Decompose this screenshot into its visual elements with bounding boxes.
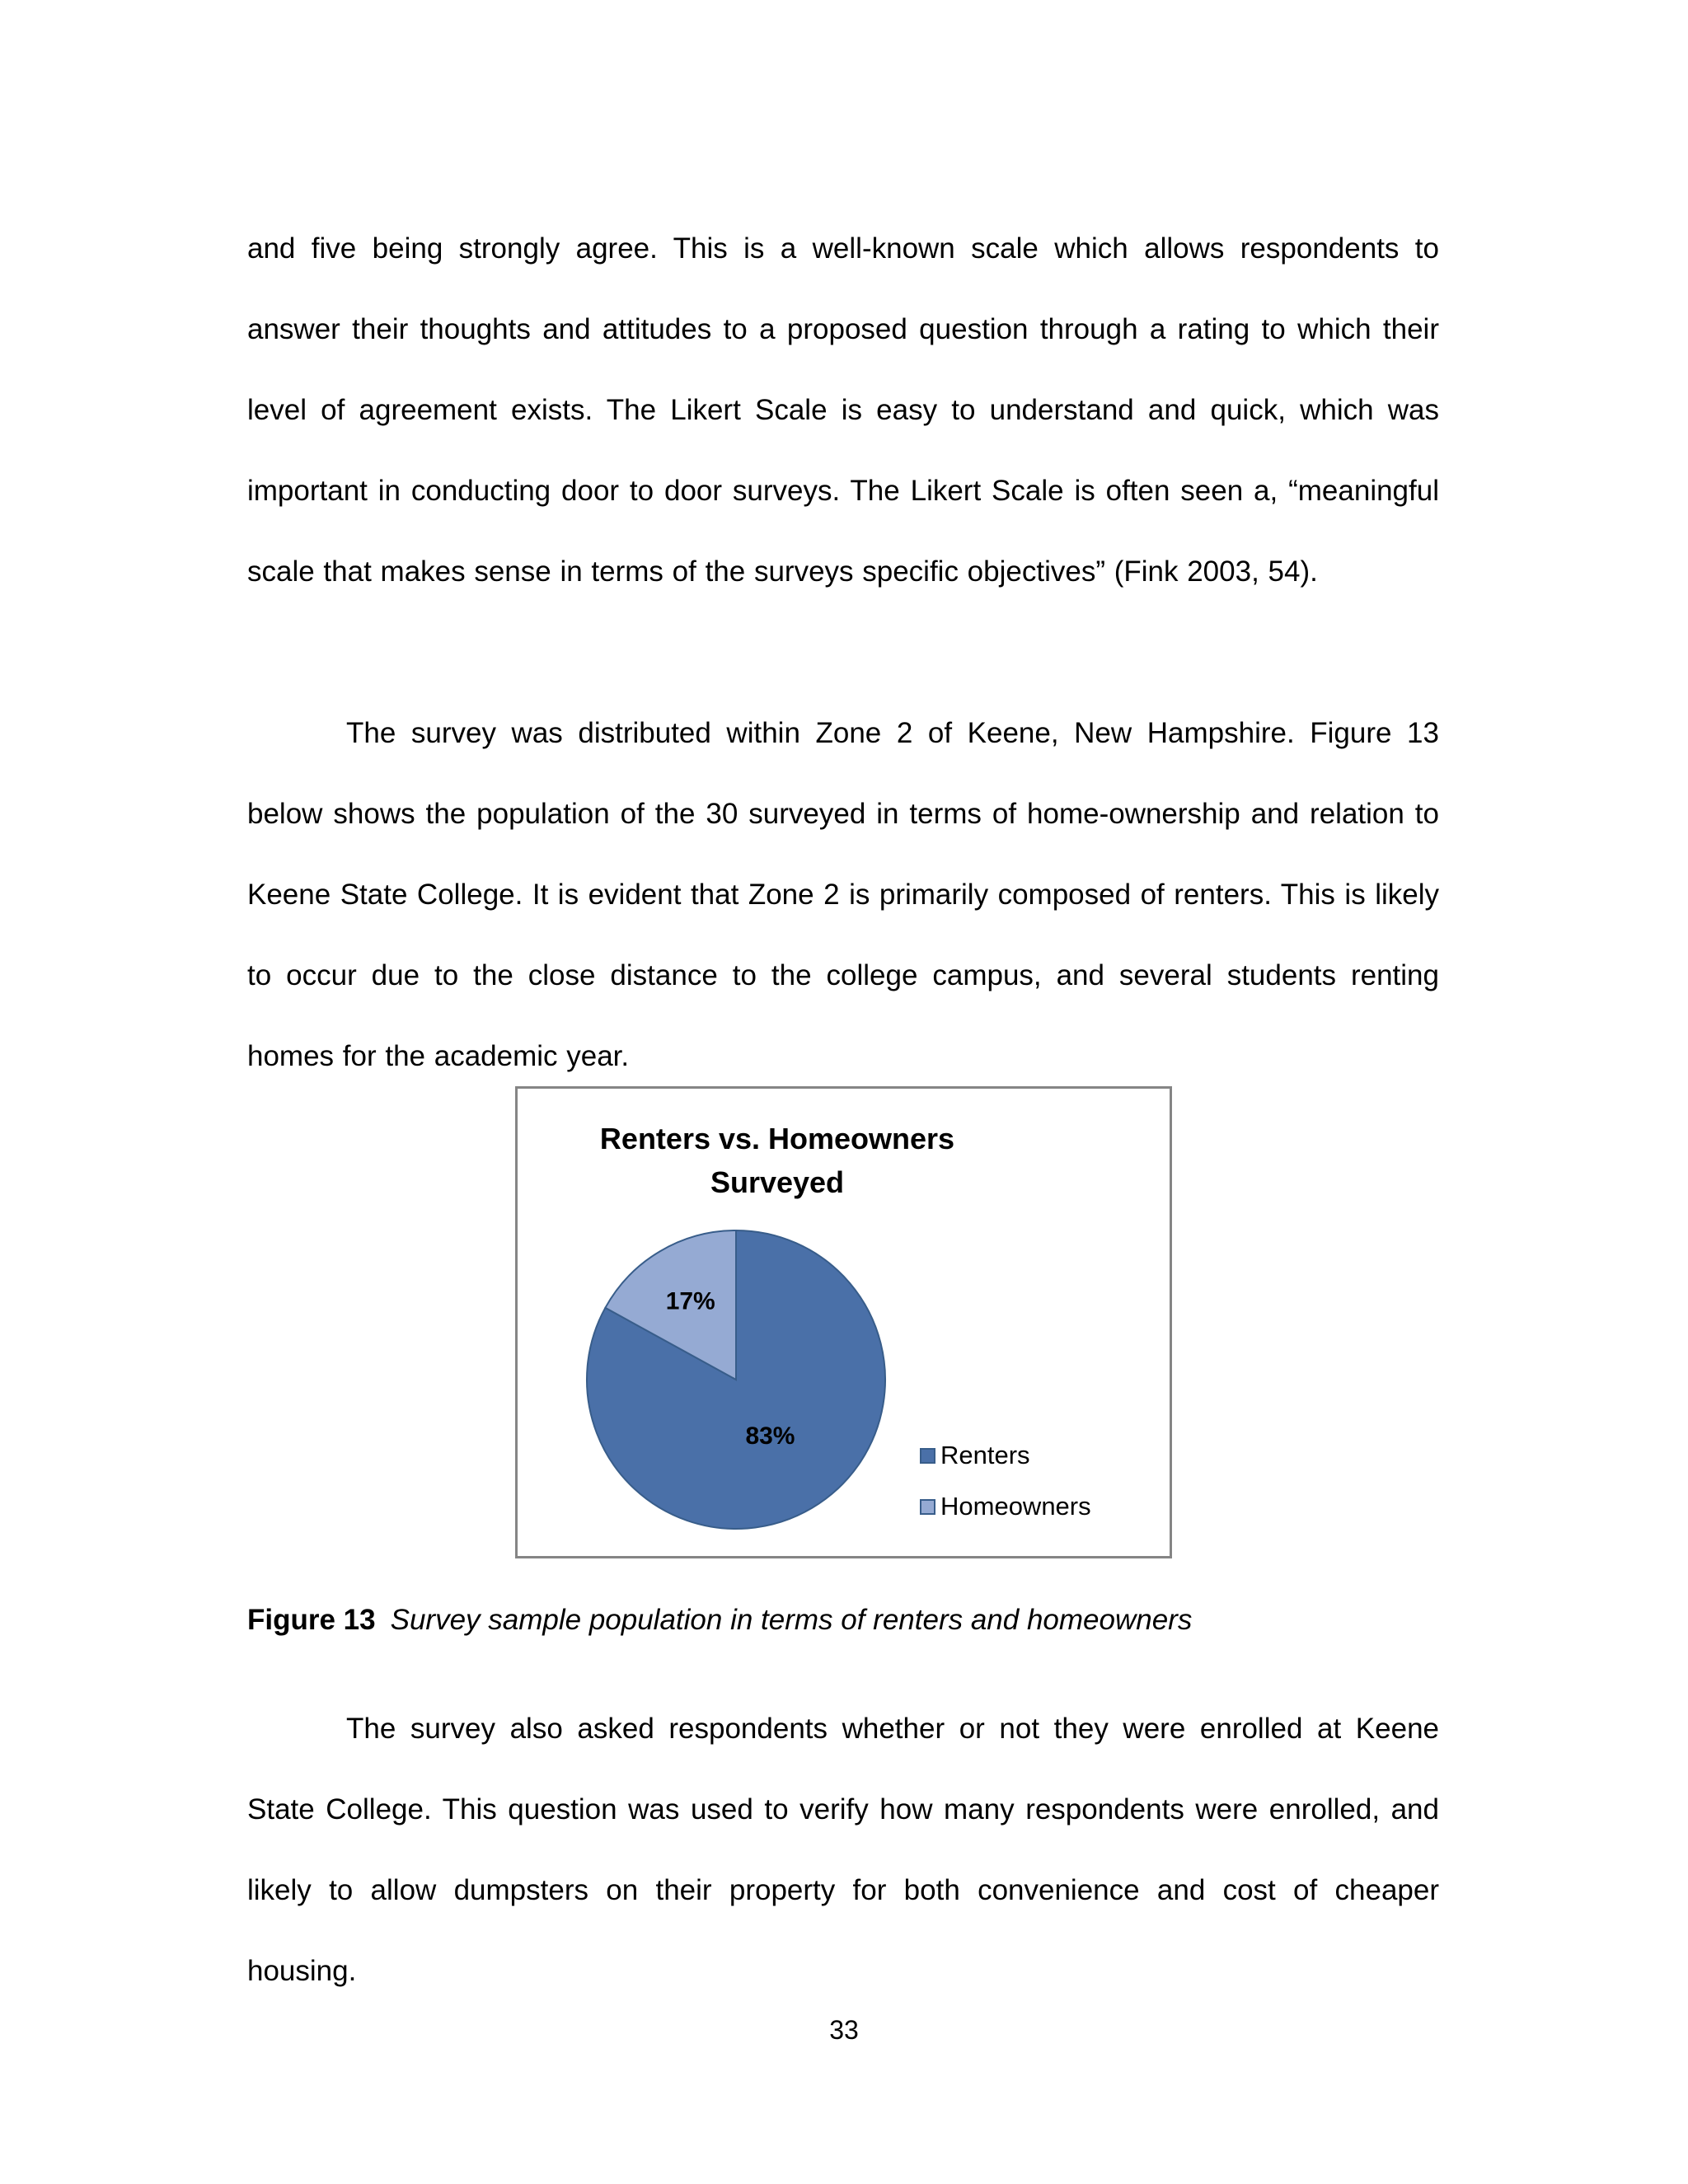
chart-legend xyxy=(920,1430,1134,1532)
legend-label-renters: Renters xyxy=(940,1441,1030,1469)
body-paragraph-2: The survey was distributed within Zone 2 of Keene, New Hampshire. Figure 13 below shows the population of the 30 surveyed in terms of home-ownership and relation to Keene State College. It is evident that Zone 2 is primarily composed of renters. This is likely to occur due to the close distance to the college campus, and several students renting homes for the academic year. xyxy=(247,717,1439,1072)
body-paragraph-1: and five being strongly agree. This is a well-known scale which allows respondents to answer their thoughts and attitudes to a proposed question through a rating to which their level of agreement exists. The Likert Scale is easy to understand and quick, which was important in conducting door to door surveys. The Likert Scale is often seen a, “meaningful scale that makes sense in terms of the surveys specific objectives” (Fink 2003, 54). xyxy=(247,232,1439,588)
legend-item-homeowners xyxy=(920,1481,1134,1532)
pie-label-renters: 83% xyxy=(745,1422,795,1451)
legend-swatch-homeowners xyxy=(920,1499,935,1515)
legend-label-homeowners: Homeowners xyxy=(940,1492,1091,1521)
chart-title-line-1: Renters vs. Homeowners xyxy=(599,1122,955,1155)
legend-item-renters xyxy=(920,1430,1134,1481)
figure-caption-text: Survey sample population in terms of renters and homeowners xyxy=(390,1604,1193,1636)
pie-label-homeowners: 17% xyxy=(665,1287,715,1315)
legend-swatch-renters xyxy=(920,1448,935,1464)
page-number: 33 xyxy=(829,2015,859,2045)
figure-caption xyxy=(247,1599,1439,1642)
figure-label: Figure 13 xyxy=(247,1604,376,1636)
pie-chart-figure xyxy=(515,1086,1172,1558)
body-paragraph-3: The survey also asked respondents whether or not they were enrolled at Keene State College. This question was used to verify how many respondents were enrolled, and likely to allow dumpsters on their property for both convenience and cost of cheaper housing. xyxy=(247,1713,1439,1987)
chart-title-line-2: Surveyed xyxy=(710,1165,845,1199)
pie-slices xyxy=(587,1230,885,1529)
